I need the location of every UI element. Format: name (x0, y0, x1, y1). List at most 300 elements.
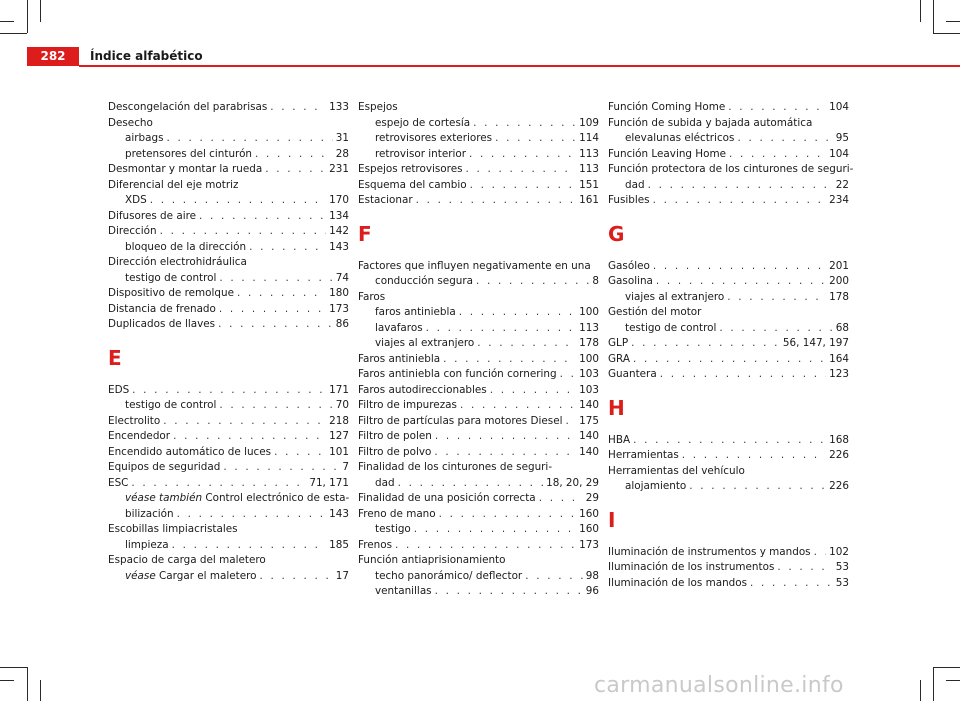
leader-dots (460, 398, 576, 414)
index-page-ref[interactable]: 98 (585, 569, 599, 582)
index-entry (358, 414, 599, 430)
index-entry (108, 302, 349, 318)
leader-dots (223, 460, 339, 476)
index-page-ref[interactable]: 101 (329, 445, 349, 458)
leader-dots (737, 131, 832, 147)
leader-dots (255, 147, 333, 163)
index-entry (608, 131, 849, 147)
leader-dots (434, 445, 576, 461)
index-entry-text (125, 569, 257, 585)
leader-dots (395, 538, 576, 554)
index-entry-text: Herramientas del vehículo (608, 464, 745, 477)
index-entry (358, 398, 599, 414)
leader-dots (633, 433, 826, 449)
index-entry (608, 100, 849, 116)
leader-dots (249, 240, 326, 256)
index-entry-text: Espacio de carga del maletero (108, 554, 266, 566)
index-page-ref[interactable]: 134 (329, 209, 349, 222)
leader-dots (270, 100, 326, 116)
index-page-ref[interactable]: 53 (835, 561, 849, 573)
index-entry (608, 545, 849, 561)
crop-mark (40, 680, 41, 701)
index-entry-text: retrovisor interior (375, 147, 467, 160)
index-entry-text: Espejos retrovisores (358, 163, 463, 175)
index-entry-text: elevalunas eléctricos (625, 132, 735, 144)
index-entry-text: HBA (608, 433, 631, 446)
index-entry-text: Dirección (108, 225, 157, 237)
index-entry-text: pretensores del cinturón (125, 147, 253, 160)
index-column-3 (608, 100, 854, 591)
index-page-ref[interactable]: 74 (335, 271, 349, 284)
leader-dots (473, 116, 576, 132)
leader-dots (648, 178, 833, 194)
index-page-ref[interactable]: 218 (329, 414, 349, 427)
index-entry-text: Guantera (608, 368, 657, 380)
index-entry-text: EDS (108, 383, 130, 396)
index-entry (608, 305, 849, 321)
leader-dots (131, 476, 306, 492)
index-entry-text: XDS (125, 194, 147, 206)
index-entry (358, 178, 599, 194)
index-page-ref[interactable]: 133 (329, 101, 349, 113)
index-page-ref[interactable]: 114 (579, 132, 599, 144)
index-entry (108, 255, 349, 271)
index-entry-text: ESC (108, 476, 129, 489)
index-entry-text: Encendedor (108, 430, 171, 442)
index-entry-text: Iluminación de instrumentos y mandos (608, 545, 811, 558)
leader-dots (199, 209, 326, 225)
index-page-ref[interactable]: 123 (829, 368, 849, 380)
leader-dots (218, 317, 333, 333)
index-entry (358, 131, 599, 147)
index-entry (608, 321, 849, 337)
index-page-ref[interactable]: 113 (579, 163, 599, 175)
index-entry-text: Iluminación de los mandos (608, 576, 748, 589)
index-entry (608, 479, 849, 495)
crop-mark (933, 667, 960, 668)
leader-dots (177, 507, 327, 523)
crop-mark (27, 667, 28, 701)
header-rule (79, 65, 960, 67)
index-entry (608, 290, 849, 306)
index-entry-text: Dispositivo de remolque (108, 287, 234, 299)
index-entry-text: Filtro de polen (358, 430, 432, 442)
index-page-ref[interactable]: 160 (579, 523, 599, 535)
index-entry (358, 367, 599, 383)
leader-dots (163, 414, 326, 430)
index-page-ref[interactable]: 234 (829, 194, 849, 206)
index-entry (358, 383, 599, 399)
index-page-ref[interactable]: 86 (335, 318, 349, 330)
crop-mark (946, 680, 960, 681)
crop-mark (920, 680, 921, 701)
index-entry (608, 367, 849, 383)
see-target: Cargar el maletero (159, 569, 257, 582)
index-entry-text: testigo (375, 523, 411, 535)
leader-dots (525, 569, 583, 585)
index-page-ref[interactable]: 102 (829, 545, 849, 558)
index-entry-text: Filtro de polvo (358, 445, 432, 458)
index-entry-text: Desecho (108, 116, 153, 129)
leader-dots (219, 398, 332, 414)
index-entry (108, 271, 349, 287)
index-entry-text: Escobillas limpiacristales (108, 523, 238, 535)
leader-dots (729, 147, 826, 163)
index-entry-text: Faros (358, 290, 386, 303)
index-entry (358, 116, 599, 132)
index-entry (358, 538, 599, 554)
index-entry-text: GLP (608, 337, 629, 349)
index-entry (108, 162, 349, 178)
leader-dots (653, 259, 826, 275)
leader-dots (469, 147, 576, 163)
index-entry (608, 464, 849, 480)
index-entry-text: Dirección electrohidráulica (108, 256, 247, 268)
index-page-ref[interactable]: 180 (329, 287, 349, 299)
index-entry (358, 336, 599, 352)
index-entry (108, 100, 349, 116)
index-entry-text: Freno de mano (358, 507, 436, 520)
index-entry (108, 522, 349, 538)
crop-mark (920, 0, 921, 22)
leader-dots (495, 131, 576, 147)
index-entry (358, 522, 599, 538)
index-entry (358, 553, 599, 569)
index-page-ref[interactable]: 70 (335, 399, 349, 411)
watermark: carmanualsonline.info (594, 673, 844, 698)
leader-dots (728, 100, 826, 116)
index-entry (108, 460, 349, 476)
index-page-ref[interactable]: 53 (835, 576, 849, 589)
leader-dots (414, 522, 576, 538)
leader-dots (260, 569, 333, 585)
index-page-ref[interactable]: 151 (579, 178, 599, 191)
index-entry (608, 193, 849, 209)
leader-dots (539, 491, 583, 507)
index-entry-text: lavafaros (375, 321, 423, 334)
index-page-ref[interactable]: 140 (579, 445, 599, 458)
index-entry (108, 116, 349, 132)
leader-dots (633, 352, 826, 368)
index-page-ref[interactable]: 226 (829, 480, 849, 492)
index-entry (108, 317, 349, 333)
index-entry-text: espejo de cortesía (375, 116, 471, 129)
index-entry-text: Función protectora de los cinturones de seguri- (608, 163, 854, 175)
index-page-ref[interactable]: 8 (592, 275, 599, 287)
index-page-ref[interactable]: 31 (335, 132, 349, 144)
index-entry (108, 209, 349, 225)
index-entry (108, 476, 349, 492)
crop-mark (946, 21, 960, 22)
index-letter-heading: E (108, 345, 122, 370)
index-entry-text: Descongelación del parabrisas (108, 101, 268, 113)
crop-mark (0, 680, 14, 681)
index-column-2 (358, 100, 599, 600)
index-entry (608, 352, 849, 368)
leader-dots (459, 305, 576, 321)
index-entry-text: Difusores de aire (108, 209, 197, 222)
index-entry (108, 538, 349, 554)
index-entry (108, 383, 349, 399)
index-entry (108, 178, 349, 194)
index-entry-text: Función antiaprisionamiento (358, 554, 506, 566)
leader-dots (560, 367, 577, 383)
index-page-ref[interactable]: 29 (585, 492, 599, 504)
index-entry-text: dad (625, 178, 645, 191)
index-page-ref[interactable]: 18, 20, 29 (546, 476, 599, 489)
index-page-ref[interactable]: 168 (829, 433, 849, 446)
leader-dots (750, 576, 833, 592)
index-entry (358, 259, 599, 275)
index-letter-heading: G (608, 221, 625, 246)
leader-dots (814, 545, 827, 561)
crop-mark (0, 667, 27, 668)
index-page-ref[interactable]: 109 (579, 116, 599, 129)
index-entry-text: Finalidad de los cinturones de seguri- (358, 461, 553, 473)
index-page-ref[interactable]: 160 (579, 507, 599, 520)
index-page-ref[interactable]: 201 (829, 259, 849, 272)
index-entry (608, 576, 849, 592)
leader-dots (682, 448, 826, 464)
index-entry-text: alojamiento (625, 480, 687, 492)
index-entry-text: Función Coming Home (608, 101, 726, 113)
index-entry (108, 507, 349, 523)
index-entry-text: Faros autodireccionables (358, 383, 487, 396)
index-page-ref[interactable]: 95 (835, 132, 849, 144)
leader-dots (660, 367, 826, 383)
index-page-ref[interactable]: 226 (829, 449, 849, 461)
index-entry-text: bilización (125, 507, 174, 520)
index-page-ref[interactable]: 140 (579, 430, 599, 442)
leader-dots (470, 178, 577, 194)
index-entry-text: Equipos de seguridad (108, 461, 221, 473)
index-entry-text: viajes al extranjero (375, 337, 475, 349)
crop-mark (933, 0, 934, 33)
index-entry (358, 274, 599, 290)
leader-dots (435, 584, 583, 600)
leader-dots (150, 193, 326, 209)
leader-dots (160, 224, 327, 240)
leader-dots (466, 162, 577, 178)
leader-dots (777, 560, 832, 576)
index-page-ref[interactable]: 142 (329, 225, 349, 237)
index-page-ref[interactable]: 100 (579, 306, 599, 318)
index-entry-text: Gasolina (608, 275, 653, 287)
index-entry-text: Frenos (358, 538, 393, 551)
index-entry-text: testigo de control (625, 321, 717, 334)
index-entry (358, 305, 599, 321)
index-entry (358, 445, 599, 461)
crop-mark (933, 33, 960, 34)
index-entry (608, 560, 849, 576)
index-page-ref[interactable]: 56, 147, 197 (782, 337, 849, 349)
index-page-ref[interactable]: 140 (579, 399, 599, 411)
leader-dots (719, 321, 832, 337)
index-entry (608, 162, 854, 178)
leader-dots (219, 271, 332, 287)
index-entry-text: ventanillas (375, 585, 432, 597)
page-number: 282 (27, 47, 79, 66)
index-page-ref[interactable]: 164 (829, 352, 849, 365)
index-entry (108, 414, 349, 430)
leader-dots (727, 290, 826, 306)
leader-dots (173, 429, 326, 445)
index-entry-text: Espejos (358, 101, 398, 113)
leader-dots (132, 383, 326, 399)
index-page-ref[interactable]: 17 (335, 569, 349, 582)
index-entry-text: Fusibles (608, 194, 650, 206)
index-page-ref[interactable]: 22 (835, 178, 849, 191)
index-letter-heading: H (608, 395, 625, 420)
index-entry-text: Gestión del motor (608, 306, 702, 318)
index-page-ref[interactable]: 7 (342, 461, 349, 473)
index-column-1 (108, 100, 349, 584)
index-entry-text: limpieza (125, 538, 169, 551)
index-entry-text (125, 491, 349, 507)
index-entry (358, 429, 599, 445)
index-page-ref[interactable]: 104 (829, 147, 849, 160)
leader-dots (274, 445, 326, 461)
index-entry (358, 569, 599, 585)
index-entry (108, 398, 349, 414)
index-entry-text: conducción segura (375, 275, 474, 287)
index-entry-text: dad (375, 476, 395, 489)
index-page-ref[interactable]: 28 (335, 147, 349, 160)
see-target: Control electrónico de esta- (205, 492, 350, 504)
leader-dots (476, 274, 589, 290)
index-page-ref[interactable]: 178 (579, 337, 599, 349)
index-entry (358, 321, 599, 337)
index-page-ref[interactable]: 71, 171 (309, 476, 349, 489)
index-entry (108, 240, 349, 256)
index-entry-text: Diferencial del eje motriz (108, 178, 239, 191)
crop-mark (27, 0, 28, 33)
index-entry-text: testigo de control (125, 271, 217, 284)
index-entry-text: Finalidad de una posición correcta (358, 492, 536, 504)
index-page-ref[interactable]: 113 (579, 321, 599, 334)
index-entry (608, 116, 849, 132)
index-page-ref[interactable]: 68 (835, 321, 849, 334)
leader-dots (631, 336, 780, 352)
index-entry (608, 178, 849, 194)
index-entry (108, 224, 349, 240)
index-page-ref[interactable]: 113 (579, 147, 599, 160)
index-page-ref[interactable]: 143 (329, 507, 349, 520)
index-entry (358, 507, 599, 523)
leader-dots (435, 429, 576, 445)
leader-dots (426, 321, 577, 337)
index-entry-text: Filtro de partículas para motores Diesel (358, 414, 563, 427)
index-page-ref[interactable]: 170 (329, 194, 349, 206)
index-entry-text: GRA (608, 352, 630, 365)
index-entry-text: Faros antiniebla con función cornering (358, 368, 557, 380)
index-letter-heading: I (608, 507, 616, 532)
index-entry (108, 131, 349, 147)
index-entry-text: Función Leaving Home (608, 147, 726, 160)
index-letter-heading: F (358, 221, 372, 246)
index-page-ref[interactable]: 103 (579, 383, 599, 396)
index-entry-text: Herramientas (608, 449, 679, 461)
index-entry (108, 445, 349, 461)
leader-dots (416, 193, 577, 209)
index-page-ref[interactable]: 173 (579, 538, 599, 551)
leader-dots (653, 193, 827, 209)
index-entry (608, 336, 849, 352)
leader-dots (656, 274, 826, 290)
index-entry-text: Factores que influyen negativamente en una (358, 259, 591, 272)
index-page-ref[interactable]: 231 (329, 163, 349, 175)
index-page-ref[interactable]: 171 (329, 383, 349, 396)
index-page-ref[interactable]: 127 (329, 430, 349, 442)
index-entry-text: Función de subida y bajada automática (608, 116, 813, 129)
index-page-ref[interactable]: 100 (579, 352, 599, 365)
index-page-ref[interactable]: 178 (829, 290, 849, 303)
leader-dots (172, 538, 327, 554)
index-entry-text: retrovisores exteriores (375, 132, 493, 144)
index-entry (608, 448, 849, 464)
index-page-ref[interactable]: 143 (329, 240, 349, 253)
index-entry-text: Iluminación de los instrumentos (608, 561, 775, 573)
page-title: Índice alfabético (90, 49, 203, 63)
leader-dots (167, 131, 333, 147)
index-entry (608, 147, 849, 163)
index-entry (108, 286, 349, 302)
see-reference: véase también (125, 492, 203, 504)
index-page-ref[interactable]: 175 (579, 414, 599, 427)
index-page-ref[interactable]: 104 (829, 101, 849, 113)
index-entry (358, 100, 599, 116)
index-entry (358, 584, 599, 600)
index-entry (608, 433, 849, 449)
index-entry-text: testigo de control (125, 399, 217, 411)
leader-dots (439, 507, 577, 523)
leader-dots (219, 302, 326, 318)
index-entry-text: faros antiniebla (375, 306, 456, 318)
index-page-ref[interactable]: 173 (329, 302, 349, 315)
index-page-ref[interactable]: 96 (585, 585, 599, 597)
leader-dots (237, 286, 326, 302)
index-entry (108, 569, 349, 585)
index-entry (108, 193, 349, 209)
leader-dots (443, 352, 576, 368)
index-entry (358, 352, 599, 368)
index-entry-text: Gasóleo (608, 259, 650, 272)
crop-mark (40, 0, 41, 22)
index-entry-text: viajes al extranjero (625, 290, 725, 303)
index-entry (358, 491, 599, 507)
index-entry-text: Distancia de frenado (108, 302, 216, 315)
index-entry (108, 553, 349, 569)
leader-dots (490, 383, 576, 399)
index-entry (358, 147, 599, 163)
index-page-ref[interactable]: 103 (579, 368, 599, 380)
index-page-ref[interactable]: 161 (579, 194, 599, 206)
leader-dots (565, 414, 576, 430)
index-entry (358, 460, 599, 476)
crop-mark (0, 21, 14, 22)
index-page-ref[interactable]: 185 (329, 538, 349, 551)
index-page-ref[interactable]: 200 (829, 275, 849, 287)
index-entry-text: techo panorámico/ deflector (375, 569, 523, 582)
leader-dots (477, 336, 576, 352)
index-entry-text: Electrolito (108, 414, 161, 427)
index-entry-text: Esquema del cambio (358, 178, 467, 191)
index-entry (358, 193, 599, 209)
index-entry (108, 147, 349, 163)
leader-dots (265, 162, 326, 178)
leader-dots (398, 476, 544, 492)
index-entry (608, 274, 849, 290)
